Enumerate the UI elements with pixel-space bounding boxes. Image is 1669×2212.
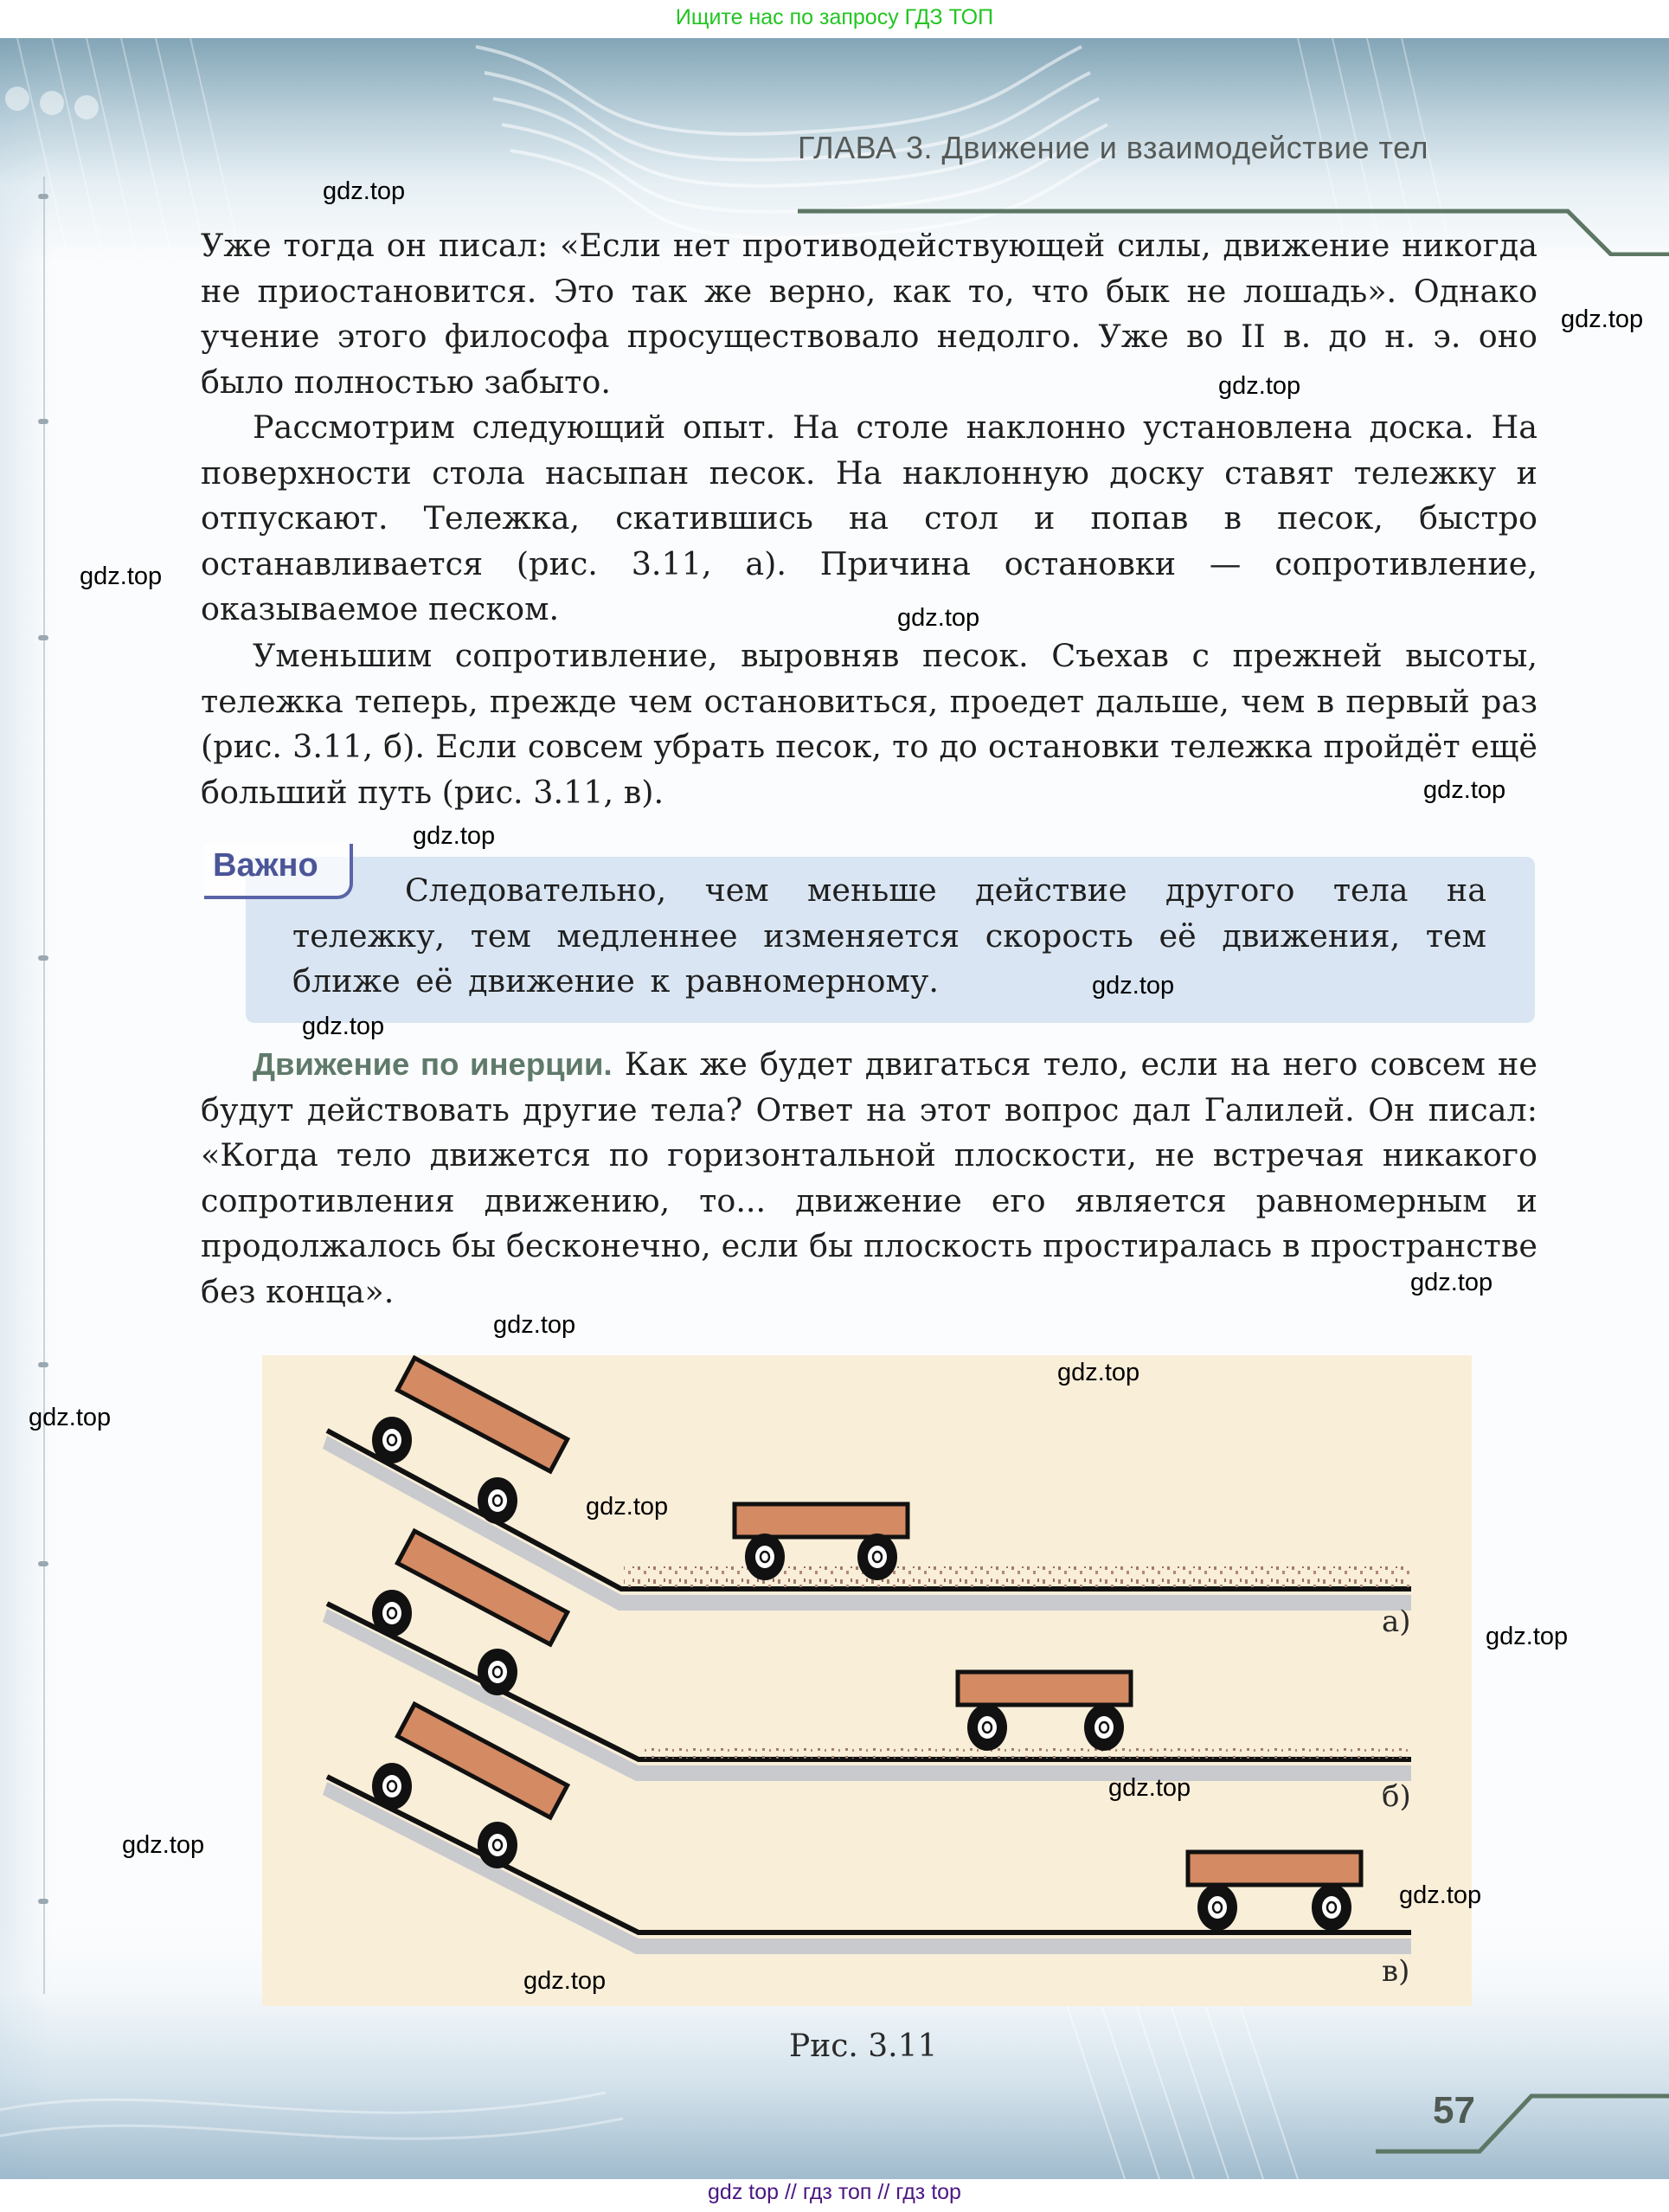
watermark: gdz.top — [323, 177, 406, 205]
watermark: gdz.top — [29, 1404, 112, 1431]
figure-3-11 — [262, 1355, 1472, 2006]
inertia-paragraph-text: Как же будет двигаться тело, если на него совсем не будут действовать другие тела? Ответ на этот вопрос дал Галилей. Он писал: «Когда тело движется по горизонтальной плоскости, не встречая никакого сопротивления движению, то... движение его является равномерным и продолжалось бы бесконечно, если бы плоскость простиралась в пространстве без конца». — [201, 1045, 1537, 1310]
important-text-body: Следовательно, чем меньше действие другого тела на тележку, тем медленнее изменяется скорость её движения, тем ближе её движение к равномерному. — [292, 871, 1486, 1000]
cart-experiment-illustration — [262, 1355, 1472, 2006]
footer-links[interactable]: gdz top // гдз топ // гдз top — [0, 2179, 1669, 2212]
watermark: gdz.top — [302, 1013, 385, 1040]
paragraph-3 — [201, 633, 1537, 815]
watermark: gdz.top — [413, 822, 496, 850]
watermark: gdz.top — [493, 1311, 576, 1339]
figure-caption: Рис. 3.11 — [789, 2029, 938, 2064]
watermark: gdz.top — [1057, 1359, 1140, 1386]
watermark: gdz.top — [1410, 1269, 1493, 1296]
watermark: gdz.top — [897, 604, 980, 632]
watermark: gdz.top — [80, 563, 163, 590]
panel-label-a: а) — [1382, 1604, 1411, 1639]
watermark: gdz.top — [1218, 372, 1301, 400]
watermark: gdz.top — [1399, 1881, 1482, 1909]
inertia-paragraph — [201, 1042, 1537, 1315]
binding-hole — [38, 419, 48, 424]
paragraph-3-text: Уменьшим сопротивление, выровняв песок. Съехав с прежней высоты, тележка теперь, прежде чем остановиться, проедет дальше, чем в первый раз (рис. 3.11, б). Если совсем убрать песок, то до остановки тележка пройдёт ещё больший путь (рис. 3.11, в). — [201, 637, 1537, 811]
watermark: gdz.top — [523, 1967, 607, 1995]
panel-label-c: в) — [1382, 1954, 1410, 1989]
important-text — [292, 868, 1486, 1005]
panel-c — [323, 1704, 1411, 1954]
paragraph-2-text: Рассмотрим следующий опыт. На столе наклонно установлена доска. На поверхности стола насыпан песок. На наклонную доску ставят тележку и отпускают. Тележка, скатившись на стол и попав в песок, быстро останавливается (рис. 3.11, а). Причина остановки — сопротивление, оказываемое песком. — [201, 408, 1537, 627]
binding-hole — [38, 955, 48, 961]
chapter-title: ГЛАВА 3. Движение и взаимодействие тел — [798, 130, 1428, 165]
binding-hole — [38, 1899, 48, 1904]
important-badge-label: Важно — [213, 847, 318, 884]
binding-edge — [43, 177, 45, 1994]
watermark: gdz.top — [586, 1493, 669, 1521]
paragraph-1: Уже тогда он писал: «Если нет противодействующей силы, движение никогда не приостановится. Это так же верно, как то, что бык не лошадь». Однако учение этого философа просуществовало недолго. Уже во II в. до н. э. оно было полностью забыто. — [201, 227, 1537, 401]
binding-hole — [38, 1561, 48, 1566]
paragraph-2 — [201, 405, 1537, 633]
page-number: 57 — [1433, 2089, 1475, 2132]
watermark: gdz.top — [1092, 972, 1175, 1000]
watermark: gdz.top — [1486, 1623, 1569, 1650]
panel-label-b: б) — [1382, 1779, 1411, 1814]
watermark: gdz.top — [1108, 1774, 1191, 1802]
search-hint-banner: Ищите нас по запросу ГДЗ ТОП — [0, 0, 1669, 38]
section-heading-inertia: Движение по инерции. — [253, 1046, 613, 1082]
binding-hole — [38, 635, 48, 640]
watermark: gdz.top — [122, 1831, 205, 1859]
watermark: gdz.top — [1423, 776, 1506, 804]
page-number-rule — [1376, 2077, 1669, 2164]
binding-hole — [38, 194, 48, 199]
binding-hole — [38, 1362, 48, 1367]
watermark: gdz.top — [1561, 305, 1644, 333]
